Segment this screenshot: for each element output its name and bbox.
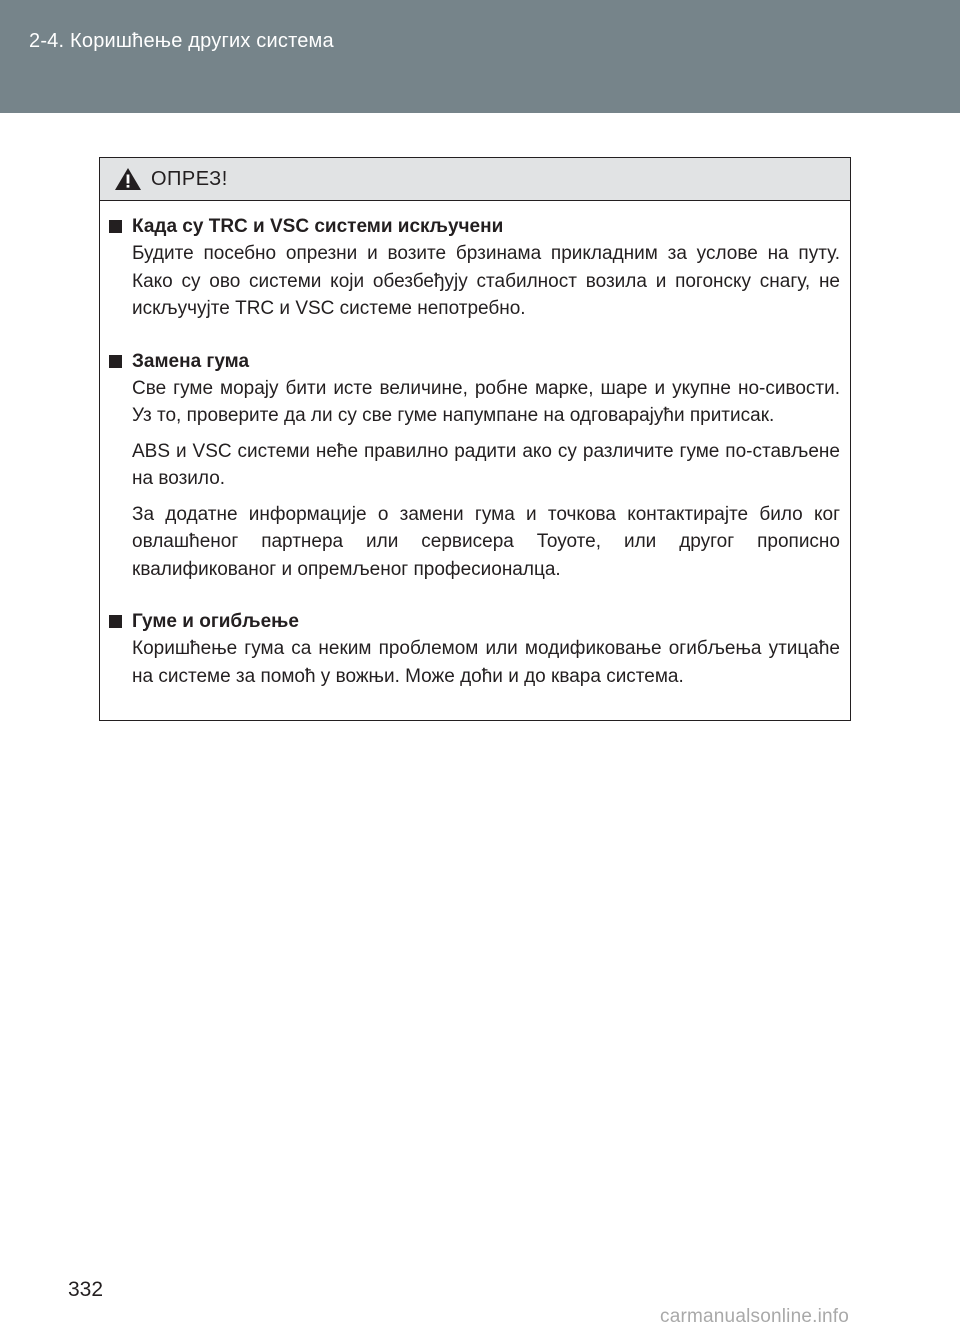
caution-item bbox=[109, 348, 840, 584]
square-bullet-icon bbox=[109, 220, 122, 233]
item-content bbox=[132, 213, 840, 323]
caution-box bbox=[99, 157, 851, 721]
square-bullet-icon bbox=[109, 355, 122, 368]
square-bullet-icon bbox=[109, 615, 122, 628]
item-paragraph: Све гуме морају бити исте величине, робне марке, шаре и укупне но-сивости. Уз то, проверите да ли су све гуме напумпане на одговарајући притисак. bbox=[132, 377, 840, 426]
item-content bbox=[132, 348, 840, 584]
caution-header bbox=[100, 158, 850, 201]
section-title: 2-4. Коришћење других система bbox=[29, 30, 334, 52]
item-paragraph: Коришћење гума са неким проблемом или модификовање огибљења утицаће на системе за помоћ у вожњи. Може доћи и до квара система. bbox=[132, 638, 840, 687]
caution-item bbox=[109, 213, 840, 323]
caution-title: ОПРЕЗ! bbox=[151, 167, 228, 190]
watermark: carmanualsonline.info bbox=[660, 1306, 850, 1327]
item-heading: Гуме и огибљење bbox=[132, 611, 299, 632]
warning-triangle-icon bbox=[114, 167, 142, 191]
header-band bbox=[0, 0, 960, 113]
item-heading: Замена гума bbox=[132, 350, 250, 372]
item-paragraph: За додатне информације о замени гума и точкова контактирајте било ког овлашћеног партнера или сервисера Тоуоте, или другог прописно квалификованог и опремљеног професионалца. bbox=[132, 503, 840, 580]
caution-item bbox=[109, 608, 840, 690]
item-heading: Када су TRC и VSC системи искључени bbox=[132, 216, 504, 237]
item-content bbox=[132, 608, 840, 690]
item-paragraph: ABS и VSC системи неће правилно радити ако су различите гуме по-стављене на возило. bbox=[132, 440, 840, 489]
page-number: 332 bbox=[68, 1278, 104, 1301]
caution-body bbox=[100, 201, 850, 690]
item-paragraph: Будите посебно опрезни и возите брзинама прикладним за услове на путу. Како су ово системи који обезбеђују стабилност возила и погонску снагу, не искључујте TRC и VSC системе непотребно. bbox=[132, 243, 840, 319]
